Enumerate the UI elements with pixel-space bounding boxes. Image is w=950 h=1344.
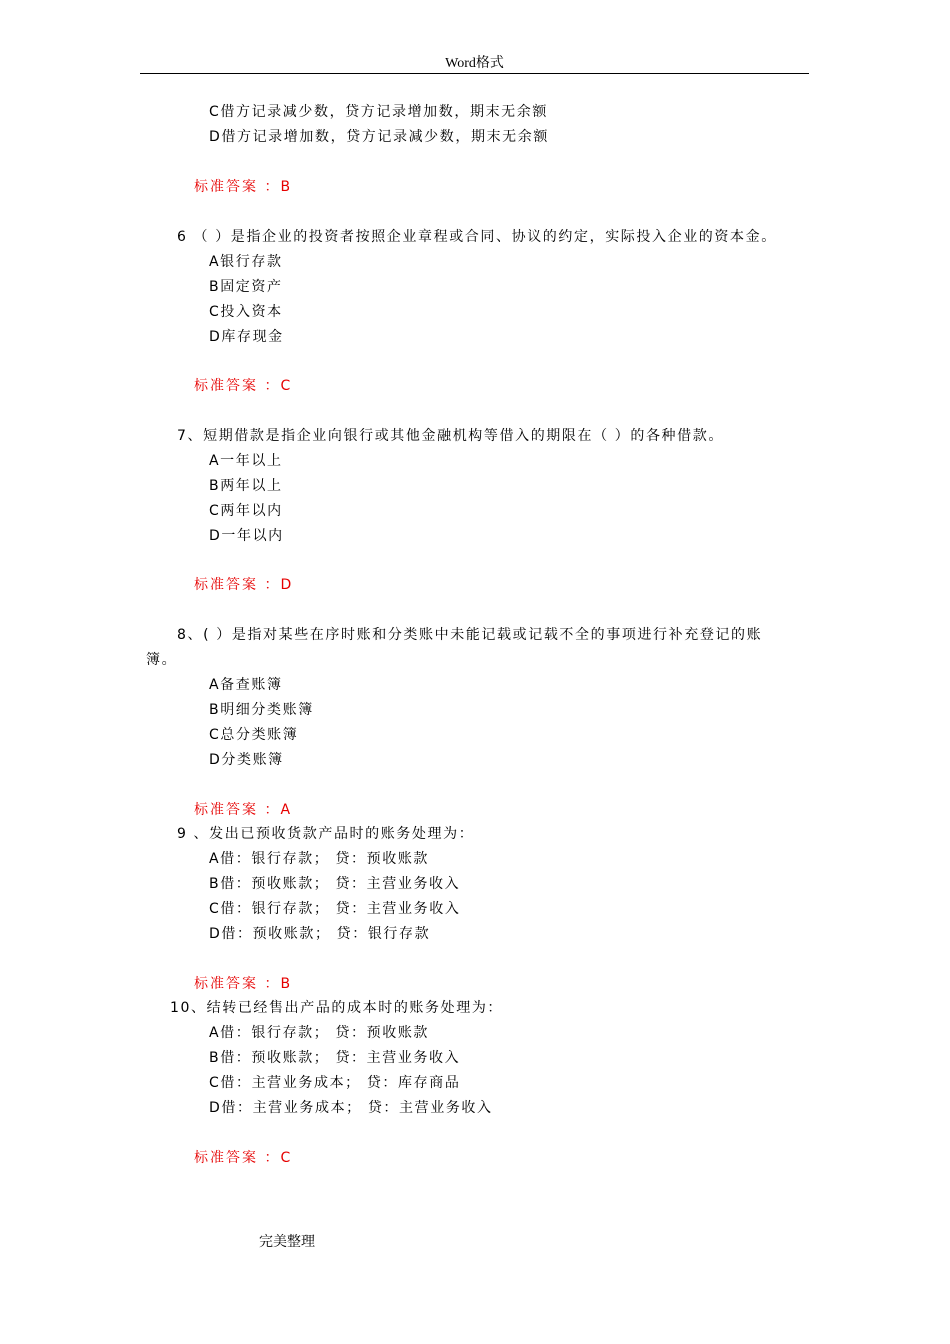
answer-7: 标准答案 ：D: [194, 577, 294, 593]
q9-option-c: C借：银行存款； 贷：主营业务收入: [209, 901, 461, 917]
answer-9: 标准答案 ：B: [194, 976, 293, 992]
question-10: 10、结转已经售出产品的成本时的账务处理为：: [170, 1000, 504, 1016]
q7-option-b: B两年以上: [209, 478, 283, 494]
q8-option-b: B明细分类账簿: [209, 702, 314, 718]
option-c: C借方记录减少数，贷方记录增加数，期末无余额: [209, 104, 548, 120]
page-header: Word格式: [140, 56, 809, 74]
q9-option-a: A借：银行存款； 贷：预收账款: [209, 851, 430, 867]
q7-option-d: D一年以内: [209, 528, 284, 544]
question-6: 6 （ ）是指企业的投资者按照企业章程或合同、协议的约定，实际投入企业的资本金。: [177, 229, 777, 245]
answer-8: 标准答案 ：A: [194, 802, 293, 818]
q10-option-d: D借：主营业务成本； 贷：主营业务收入: [209, 1100, 493, 1116]
q10-option-a: A借：银行存款； 贷：预收账款: [209, 1025, 430, 1041]
q6-option-c: C投入资本: [209, 304, 283, 320]
q7-option-c: C两年以内: [209, 503, 283, 519]
q8-option-a: A备查账簿: [209, 677, 283, 693]
q6-option-a: A银行存款: [209, 254, 283, 270]
q6-option-b: B固定资产: [209, 279, 283, 295]
question-9: 9 、发出已预收货款产品时的账务处理为：: [177, 826, 475, 842]
q8-option-c: C总分类账簿: [209, 727, 299, 743]
option-d: D借方记录增加数，贷方记录减少数，期末无余额: [209, 129, 549, 145]
answer-6: 标准答案 ：C: [194, 378, 293, 394]
answer-5: 标准答案 ：B: [194, 179, 293, 195]
answer-10: 标准答案 ：C: [194, 1150, 293, 1166]
q6-option-d: D库存现金: [209, 329, 284, 345]
question-8: 8、( ）是指对某些在序时账和分类账中未能记载或记载不全的事项进行补充登记的账: [177, 627, 763, 643]
page-footer: 完美整理: [259, 1235, 315, 1250]
q10-option-c: C借：主营业务成本； 贷：库存商品: [209, 1075, 461, 1091]
q7-option-a: A一年以上: [209, 453, 283, 469]
q8-option-d: D分类账簿: [209, 752, 284, 768]
q10-option-b: B借：预收账款； 贷：主营业务收入: [209, 1050, 461, 1066]
q9-option-d: D借：预收账款； 贷：银行存款: [209, 926, 431, 942]
question-7: 7、短期借款是指企业向银行或其他金融机构等借入的期限在（ ）的各种借款。: [177, 428, 724, 444]
question-8-continued: 簿。: [146, 652, 178, 668]
q9-option-b: B借：预收账款； 贷：主营业务收入: [209, 876, 461, 892]
